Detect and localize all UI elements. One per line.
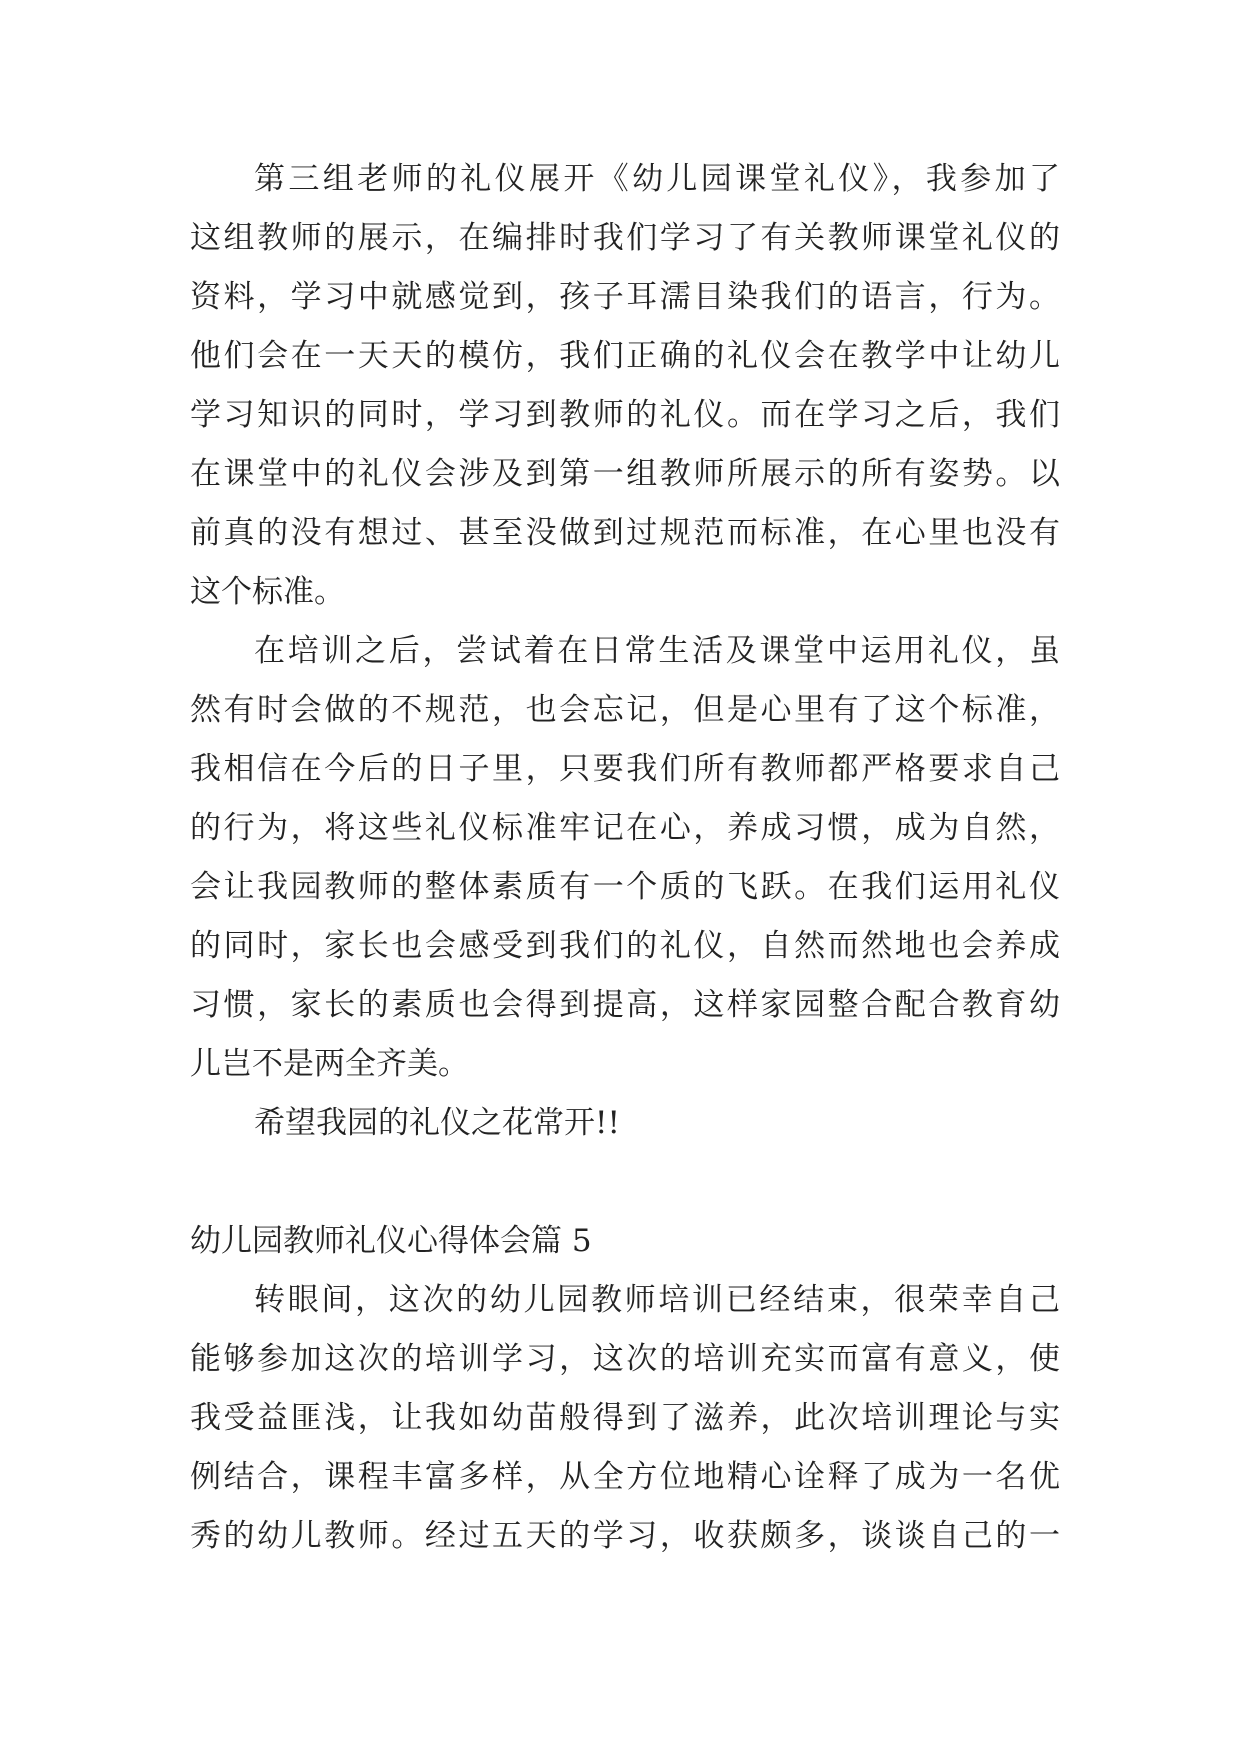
- text-line: 会让我园教师的整体素质有一个质的飞跃。在我们运用礼仪: [190, 869, 1060, 905]
- text-line: 我相信在今后的日子里，只要我们所有教师都严格要求自己: [190, 751, 1060, 787]
- paragraph-2: [190, 622, 1060, 1094]
- text-line: 的行为，将这些礼仪标准牢记在心，养成习惯，成为自然，: [190, 810, 1060, 846]
- text-line: 希望我园的礼仪之花常开!!: [254, 1105, 620, 1141]
- section-heading: 幼儿园教师礼仪心得体会篇 5: [190, 1223, 592, 1259]
- text-line: 然有时会做的不规范，也会忘记，但是心里有了这个标准，: [190, 692, 1060, 728]
- text-line: 我受益匪浅，让我如幼苗般得到了滋养，此次培训理论与实: [190, 1400, 1060, 1436]
- text-line: 的同时，家长也会感受到我们的礼仪，自然而然地也会养成: [190, 928, 1060, 964]
- text-line: 这组教师的展示，在编排时我们学习了有关教师课堂礼仪的: [190, 220, 1060, 256]
- section-paragraph: [190, 1271, 1060, 1566]
- text-line: 资料，学习中就感觉到，孩子耳濡目染我们的语言，行为。: [190, 279, 1060, 315]
- text-line: 秀的幼儿教师。经过五天的学习，收获颇多，谈谈自己的一: [190, 1518, 1060, 1554]
- document-body: [190, 150, 1060, 1566]
- text-line: 例结合，课程丰富多样，从全方位地精心诠释了成为一名优: [190, 1459, 1060, 1495]
- text-line: 转眼间，这次的幼儿园教师培训已经结束，很荣幸自己: [254, 1282, 1060, 1318]
- blank-line: [190, 1153, 1060, 1212]
- text-line: 学习知识的同时，学习到教师的礼仪。而在学习之后，我们: [190, 397, 1060, 433]
- text-line: 第三组老师的礼仪展开《幼儿园课堂礼仪》，我参加了: [254, 161, 1060, 197]
- text-line: 这个标准。: [190, 574, 345, 610]
- paragraph-3: [190, 1094, 1060, 1153]
- text-line: 前真的没有想过、甚至没做到过规范而标准，在心里也没有: [190, 515, 1060, 551]
- text-line: 儿岂不是两全齐美。: [190, 1046, 469, 1082]
- text-line: 在课堂中的礼仪会涉及到第一组教师所展示的所有姿势。以: [190, 456, 1060, 492]
- paragraph-1: [190, 150, 1060, 622]
- text-line: 在培训之后，尝试着在日常生活及课堂中运用礼仪，虽: [254, 633, 1060, 669]
- text-line: 习惯，家长的素质也会得到提高，这样家园整合配合教育幼: [190, 987, 1060, 1023]
- text-line: 能够参加这次的培训学习，这次的培训充实而富有意义，使: [190, 1341, 1060, 1377]
- text-line: 他们会在一天天的模仿，我们正确的礼仪会在教学中让幼儿: [190, 338, 1060, 374]
